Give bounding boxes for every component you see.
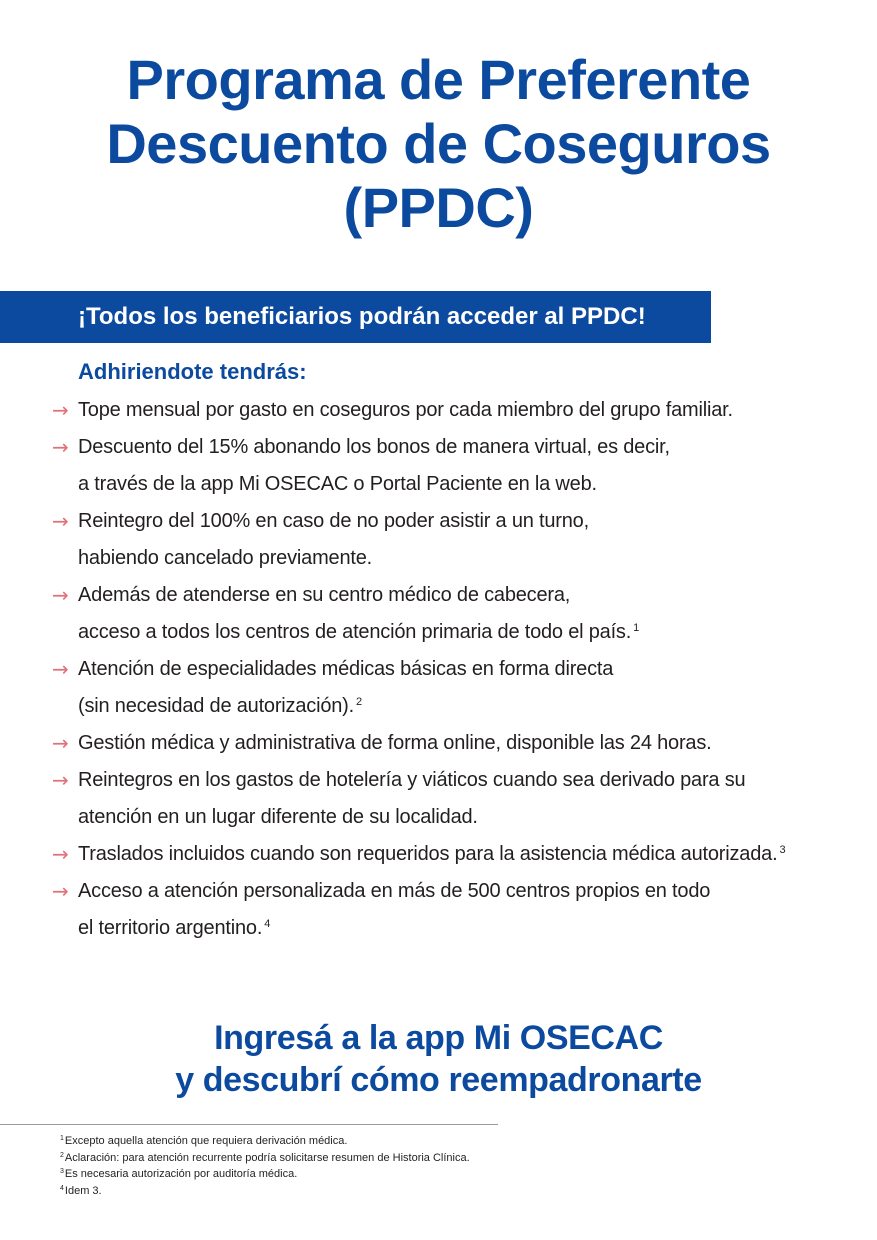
benefit-line xyxy=(78,725,877,762)
footnote-number: 1 xyxy=(60,1135,64,1142)
footnote-number: 3 xyxy=(60,1168,64,1175)
cta-line-1: Ingresá a la app Mi OSECAC xyxy=(214,1019,663,1057)
benefit-line xyxy=(78,503,877,540)
arrow-right-icon: → xyxy=(52,435,69,459)
benefit-line xyxy=(78,836,877,873)
benefit-text: Gestión médica y administrativa de forma online, disponible las 24 horas. xyxy=(78,732,712,754)
footnote-ref: 2 xyxy=(355,696,362,708)
arrow-right-icon: → xyxy=(52,398,69,422)
benefit-text: Acceso a atención personalizada en más de 500 centros propios en todo xyxy=(78,880,711,902)
benefit-text: Descuento del 15% abonando los bonos de manera virtual, es decir, xyxy=(78,436,670,458)
footnote-number: 2 xyxy=(60,1151,64,1159)
benefit-line xyxy=(78,910,877,947)
benefit-text: (sin necesidad de autorización). xyxy=(78,695,354,717)
benefit-line xyxy=(78,577,877,614)
arrow-right-icon: → xyxy=(52,583,69,607)
benefit-text: habiendo cancelado previamente. xyxy=(78,547,373,569)
benefit-text: atención en un lugar diferente de su localidad. xyxy=(78,806,478,828)
footnote-text: Excepto aquella atención que requiera derivación médica. xyxy=(64,1135,348,1147)
footnote-text: Es necesaria autorización por auditoría médica. xyxy=(64,1168,298,1180)
highlight-banner xyxy=(0,291,711,343)
footnote-item xyxy=(60,1183,470,1200)
footnote-ref: 1 xyxy=(633,622,640,634)
call-to-action xyxy=(0,1017,877,1101)
benefit-text: Tope mensual por gasto en coseguros por cada miembro del grupo familiar. xyxy=(78,399,733,421)
footnote-item xyxy=(60,1166,470,1183)
benefits-list xyxy=(0,392,877,947)
title-line-2: Descuento de Coseguros xyxy=(106,112,771,175)
benefit-line xyxy=(78,392,877,429)
arrow-right-icon: → xyxy=(52,879,69,903)
arrow-right-icon: → xyxy=(52,731,69,755)
footnote-text: Aclaración: para atención recurrente podría solicitarse resumen de Historia Clínica. xyxy=(64,1151,470,1164)
benefit-line xyxy=(78,651,877,688)
benefit-item xyxy=(0,725,877,762)
benefit-line xyxy=(78,429,877,466)
benefits-subheading: Adhiriendote tendrás: xyxy=(78,359,307,384)
benefit-item xyxy=(0,503,877,577)
benefit-text: Atención de especialidades médicas básicas en forma directa xyxy=(78,658,614,680)
benefit-item xyxy=(0,762,877,836)
benefit-text: el territorio argentino. xyxy=(78,917,263,939)
benefit-line xyxy=(78,799,877,836)
footnote-divider xyxy=(0,1124,498,1125)
arrow-right-icon: → xyxy=(52,509,69,533)
benefit-item xyxy=(0,836,877,873)
benefit-text: a través de la app Mi OSECAC o Portal Paciente en la web. xyxy=(78,473,597,495)
benefit-line xyxy=(78,614,877,651)
benefit-text: Reintegros en los gastos de hotelería y viáticos cuando sea derivado para su xyxy=(78,769,746,791)
banner-text: ¡Todos los beneficiarios podrán acceder al PPDC! xyxy=(78,303,646,330)
benefit-text: Además de atenderse en su centro médico de cabecera, xyxy=(78,584,571,606)
arrow-right-icon: → xyxy=(52,842,69,866)
benefit-line xyxy=(78,688,877,725)
benefit-item xyxy=(0,577,877,651)
benefit-item xyxy=(0,651,877,725)
title-line-3: (PPDC) xyxy=(343,176,534,239)
footnotes xyxy=(60,1133,470,1199)
cta-line-2: y descubrí cómo reempadronarte xyxy=(175,1061,702,1099)
benefit-line xyxy=(78,466,877,503)
benefit-item xyxy=(0,392,877,429)
title-line-1: Programa de Preferente xyxy=(126,48,751,111)
benefit-line xyxy=(78,540,877,577)
benefit-line xyxy=(78,762,877,799)
footnote-item xyxy=(60,1150,470,1167)
footnote-ref: 3 xyxy=(779,844,786,856)
footnote-ref: 4 xyxy=(264,918,271,930)
benefit-text: Traslados incluidos cuando son requeridos para la asistencia médica autorizada. xyxy=(78,843,778,865)
footnote-number: 4 xyxy=(60,1184,64,1192)
benefit-line xyxy=(78,873,877,910)
footnote-item xyxy=(60,1133,470,1150)
benefit-item xyxy=(0,873,877,947)
benefit-text: Reintegro del 100% en caso de no poder asistir a un turno, xyxy=(78,510,589,532)
footnote-text: Idem 3. xyxy=(64,1184,102,1197)
benefit-text: acceso a todos los centros de atención primaria de todo el país. xyxy=(78,621,632,643)
arrow-right-icon: → xyxy=(52,768,69,792)
arrow-right-icon: → xyxy=(52,657,69,681)
benefit-item xyxy=(0,429,877,503)
page-title xyxy=(0,48,877,240)
